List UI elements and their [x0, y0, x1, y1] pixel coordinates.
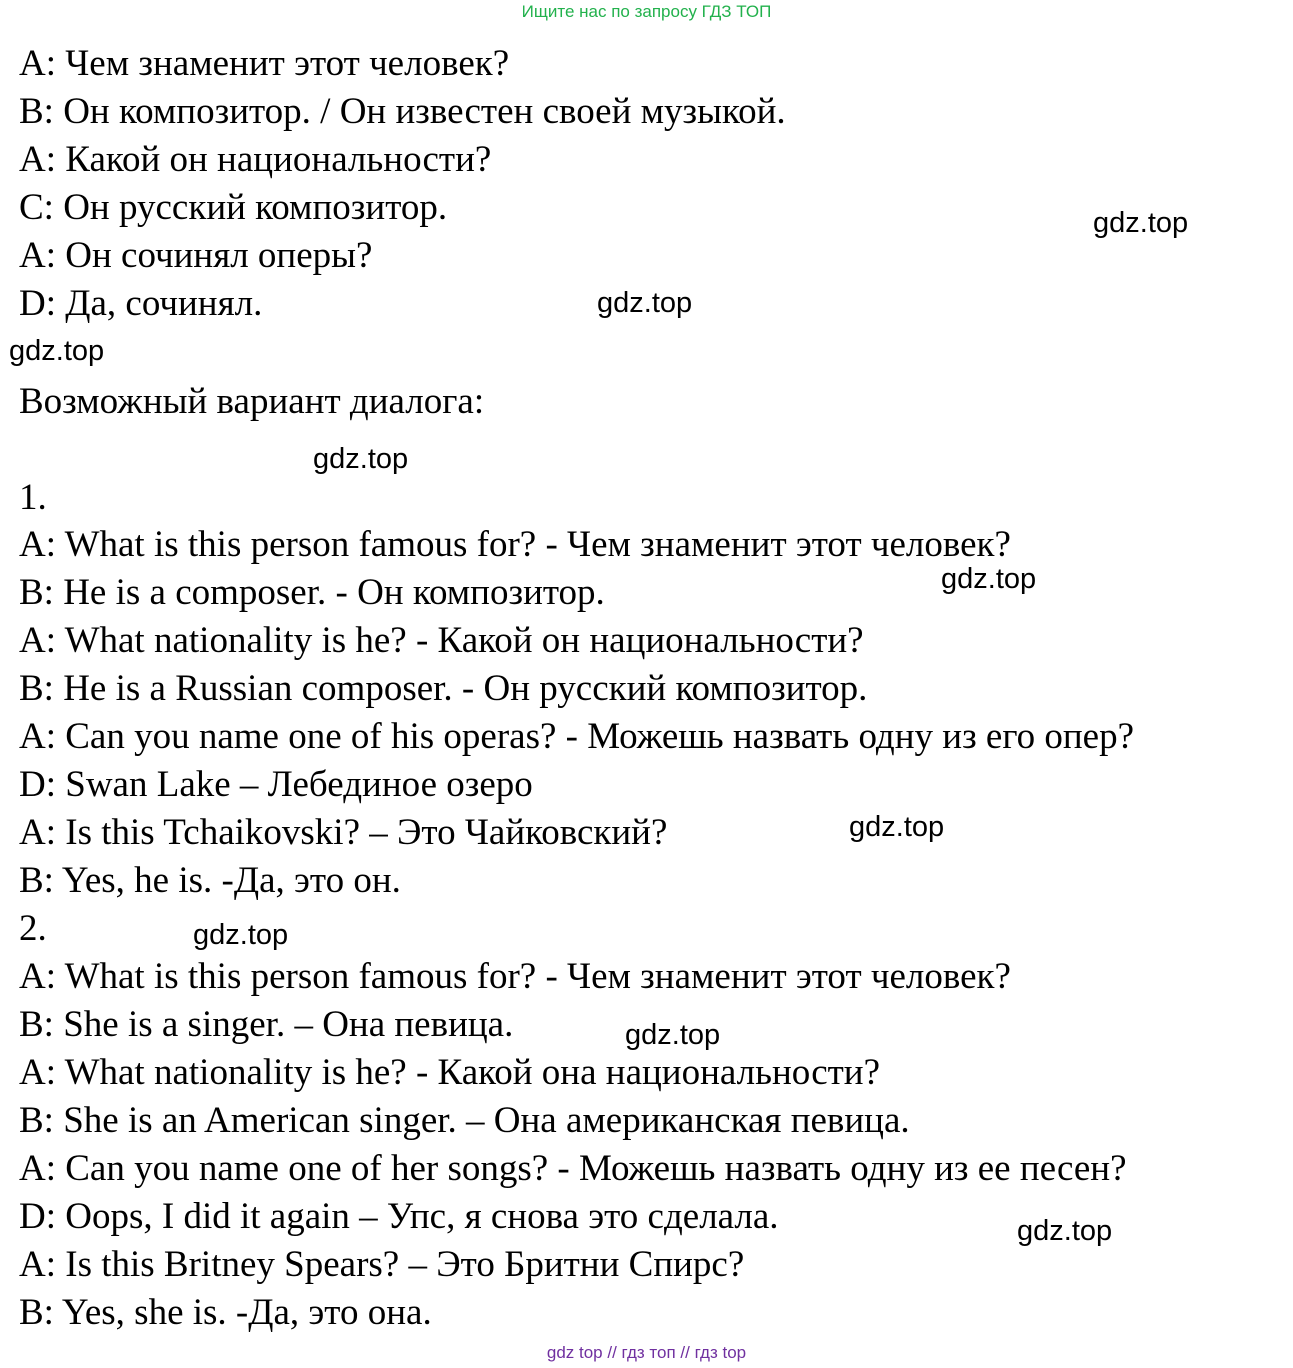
dialog2-line-3: A: What nationality is he? - Какой она национальности? — [19, 1052, 881, 1093]
dialog2-line-2: B: She is a singer. – Она певица. — [19, 1004, 514, 1045]
dialog2-line-6: D: Oops, I did it again – Упс, я снова это сделала. — [19, 1196, 779, 1237]
footer-separator: // — [607, 1343, 617, 1362]
intro-line-6: D: Да, сочинял. — [19, 283, 263, 324]
dialog1-line-8: B: Yes, he is. -Да, это он. — [19, 860, 401, 901]
dialog2-number: 2. — [19, 908, 47, 949]
dialog1-line-2: B: He is a composer. - Он композитор. — [19, 572, 605, 613]
watermark: gdz.top — [1093, 207, 1189, 239]
footer-part-2: гдз топ — [621, 1343, 676, 1362]
footer — [0, 1341, 1293, 1365]
dialog1-number: 1. — [19, 477, 47, 518]
top-banner: Ищите нас по запросу ГДЗ ТОП — [521, 2, 772, 21]
dialog2-line-7: A: Is this Britney Spears? – Это Бритни Спирс? — [19, 1244, 745, 1285]
dialog2-line-5: A: Can you name one of her songs? - Можешь назвать одну из ее песен? — [19, 1148, 1127, 1189]
footer-part-3: гдз top — [694, 1343, 747, 1362]
dialog1-line-5: A: Can you name one of his operas? - Можешь назвать одну из его опер? — [19, 716, 1135, 757]
dialog1-line-3: A: What nationality is he? - Какой он национальности? — [19, 620, 864, 661]
watermark: gdz.top — [941, 563, 1037, 595]
dialog2-line-4: B: She is an American singer. – Она американская певица. — [19, 1100, 910, 1141]
intro-line-3: A: Какой он национальности? — [19, 139, 492, 180]
watermark: gdz.top — [625, 1019, 721, 1051]
intro-line-5: A: Он сочинял оперы? — [19, 235, 373, 276]
intro-line-1: A: Чем знаменит этот человек? — [19, 43, 510, 84]
dialog2-line-1: A: What is this person famous for? - Чем знаменит этот человек? — [19, 956, 1011, 997]
intro-line-2: B: Он композитор. / Он известен своей музыкой. — [19, 91, 786, 132]
dialog1-line-4: B: He is a Russian composer. - Он русский композитор. — [19, 668, 868, 709]
intro-line-4: C: Он русский композитор. — [19, 187, 448, 228]
section-title: Возможный вариант диалога: — [19, 381, 485, 422]
watermark: gdz.top — [9, 335, 105, 367]
footer-part-1: gdz top — [546, 1343, 603, 1362]
dialog1-line-6: D: Swan Lake – Лебединое озеро — [19, 764, 533, 805]
footer-separator: // — [680, 1343, 690, 1362]
watermark: gdz.top — [597, 287, 693, 319]
watermark: gdz.top — [849, 811, 945, 843]
dialog1-line-7: A: Is this Tchaikovski? – Это Чайковский? — [19, 812, 668, 853]
watermark: gdz.top — [313, 443, 409, 475]
dialog1-line-1: A: What is this person famous for? - Чем знаменит этот человек? — [19, 524, 1011, 565]
watermark: gdz.top — [1017, 1215, 1113, 1247]
dialog2-line-8: B: Yes, she is. -Да, это она. — [19, 1292, 432, 1333]
watermark: gdz.top — [193, 919, 289, 951]
